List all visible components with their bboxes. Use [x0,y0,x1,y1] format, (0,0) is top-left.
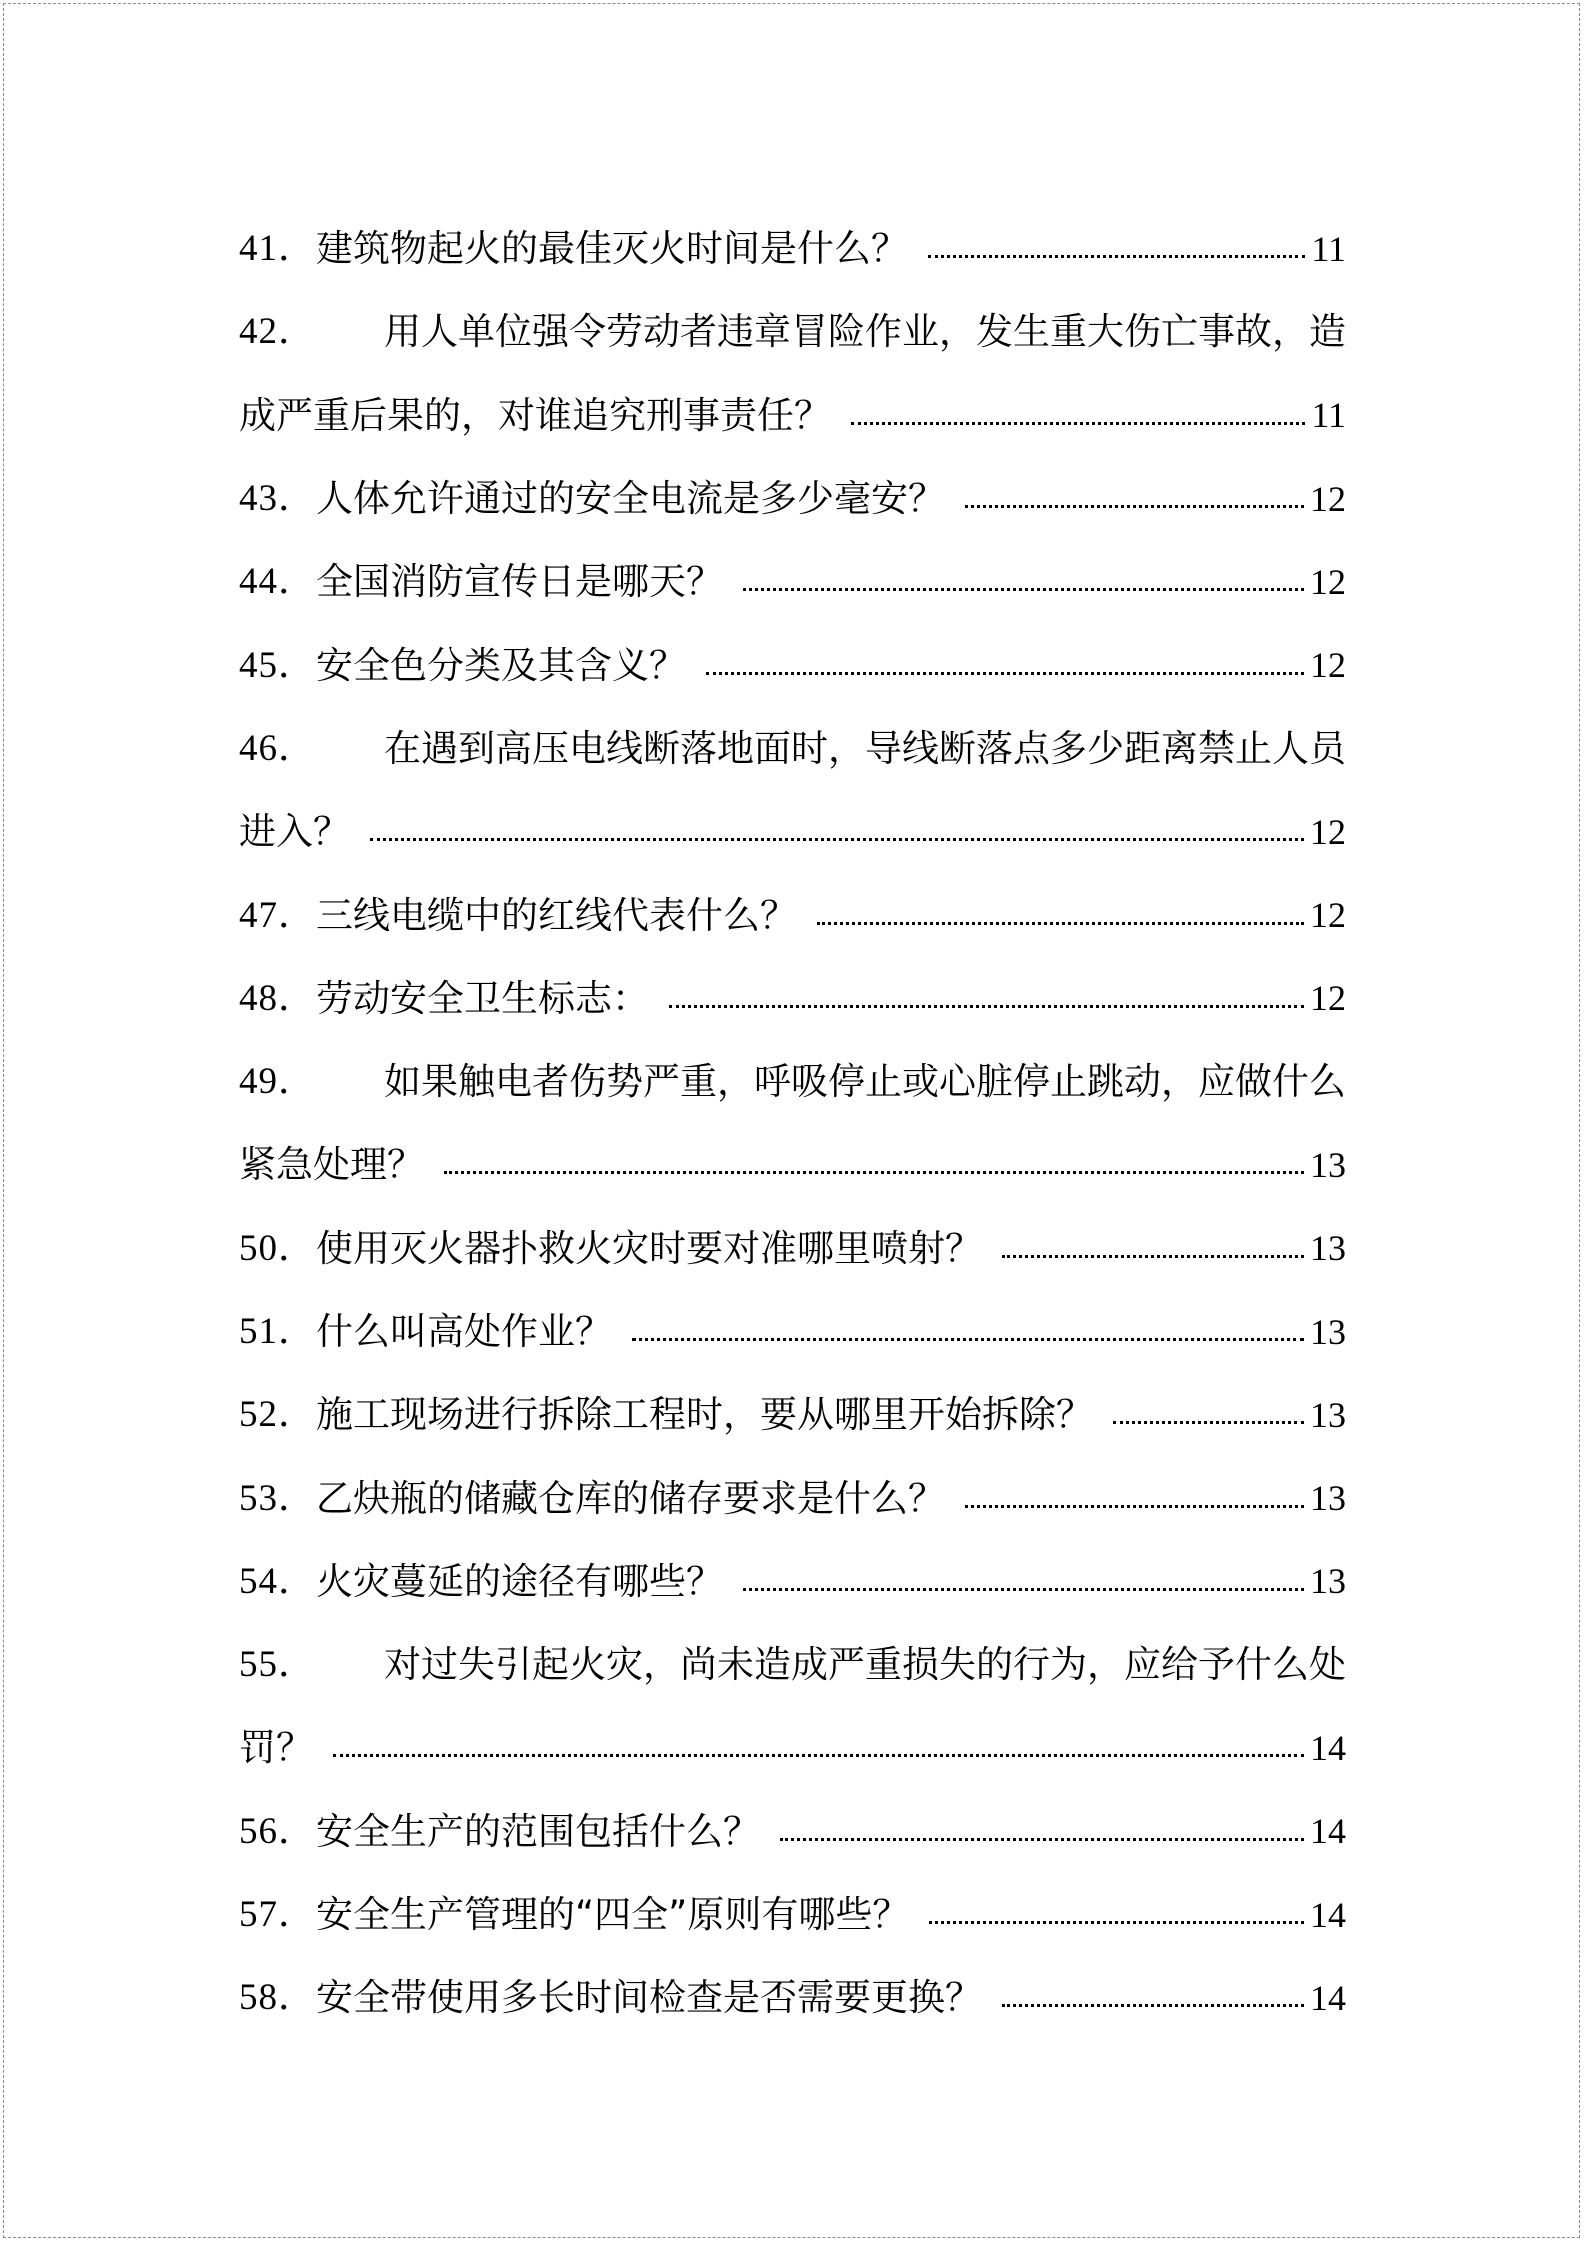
toc-entry-number: 52． [239,1394,316,1436]
dot-leader [817,922,1304,925]
toc-entry[interactable] [239,540,1346,623]
toc-entry-title: 什么叫高处作业？ [316,1310,612,1353]
toc-entry[interactable] [239,623,1346,706]
toc-entry[interactable] [239,1956,1346,2039]
toc-entry-number: 54． [239,1560,316,1602]
toc-entry[interactable] [239,1540,1346,1623]
toc-entry-page: 11 [1311,395,1346,436]
toc-entry-number: 41． [239,228,316,270]
toc-entry-number: 53． [239,1477,316,1519]
toc-entry-title: 安全色分类及其含义？ [316,643,686,687]
toc-entry-continuation[interactable] [239,1706,1346,1789]
dot-leader [1002,1255,1304,1258]
toc-entry[interactable] [239,1040,1346,1123]
dot-leader [743,588,1304,591]
toc-entry-title: 劳动安全卫生标志： [316,976,649,1020]
toc-entry-title: 火灾蔓延的途径有哪些？ [316,1559,723,1603]
toc-entry-title: 在遇到高压电线断落地面时，导线断落点多少距离禁止人员 [384,726,1346,770]
toc-entry-title: 乙炔瓶的储藏仓库的储存要求是什么？ [316,1476,945,1520]
toc-entry[interactable] [239,1373,1346,1456]
toc-entry-number: 48． [239,977,316,1019]
toc-entry-number: 42． [239,311,316,353]
table-of-contents [239,207,1346,2040]
toc-entry-page: 14 [1310,1727,1346,1768]
toc-entry-continuation[interactable] [239,790,1346,873]
toc-entry-page: 13 [1310,1561,1346,1602]
dot-leader [706,672,1304,675]
toc-entry-number: 55． [239,1644,316,1686]
toc-entry-continuation[interactable] [239,374,1346,457]
toc-entry[interactable] [239,457,1346,540]
toc-entry-page: 13 [1310,1394,1346,1435]
dot-leader [965,505,1304,508]
toc-entry-page: 13 [1310,1478,1346,1519]
dot-leader [928,255,1305,258]
toc-entry-title: 如果触电者伤势严重，呼吸停止或心脏停止跳动，应做什么 [384,1060,1346,1104]
toc-entry-page: 12 [1310,895,1346,936]
toc-entry-page: 11 [1311,228,1346,269]
toc-entry-title-cont: 进入？ [239,810,350,854]
toc-entry-page: 12 [1310,978,1346,1019]
dot-leader [632,1338,1304,1341]
toc-entry-title-cont: 罚？ [239,1726,313,1770]
toc-entry-page: 13 [1310,1144,1346,1185]
toc-entry-title: 用人单位强令劳动者违章冒险作业，发生重大伤亡事故，造 [384,310,1346,354]
toc-entry-number: 58． [239,1977,316,2019]
toc-entry-title: 安全带使用多长时间检查是否需要更换？ [316,1976,982,2020]
toc-entry-number: 50． [239,1227,316,1269]
toc-entry[interactable] [239,957,1346,1040]
toc-entry[interactable] [239,1290,1346,1373]
toc-entry-page: 14 [1310,1977,1346,2018]
toc-entry-title: 三线电缆中的红线代表什么？ [316,893,797,937]
toc-entry[interactable] [239,1873,1346,1956]
toc-entry[interactable] [239,707,1346,790]
dot-leader [370,838,1304,841]
toc-entry-page: 13 [1310,1228,1346,1269]
toc-entry-number: 45． [239,644,316,686]
dot-leader [669,1005,1304,1008]
dot-leader [444,1171,1304,1174]
toc-entry[interactable] [239,290,1346,373]
toc-entry-page: 12 [1310,811,1346,852]
toc-entry-title: 全国消防宣传日是哪天？ [316,560,723,604]
toc-entry-page: 14 [1310,1894,1346,1935]
dot-leader [929,1921,1304,1924]
toc-entry-number: 44． [239,561,316,603]
toc-entry-number: 56． [239,1810,316,1852]
toc-entry-number: 46． [239,727,316,769]
toc-entry-number: 43． [239,478,316,520]
dot-leader [1002,2004,1304,2007]
toc-entry-page: 14 [1310,1811,1346,1852]
toc-entry-page: 12 [1310,645,1346,686]
toc-entry[interactable] [239,1456,1346,1539]
toc-entry-number: 49． [239,1061,316,1103]
toc-entry-number: 51． [239,1311,316,1352]
toc-entry-title: 使用灭火器扑救火灾时要对准哪里喷射？ [316,1226,982,1270]
dot-leader [851,422,1305,425]
toc-entry-page: 13 [1310,1311,1346,1352]
dot-leader [333,1754,1304,1757]
toc-entry-title-cont: 紧急处理？ [239,1143,424,1187]
toc-entry-number: 47． [239,894,316,936]
toc-entry[interactable] [239,1207,1346,1290]
toc-entry[interactable] [239,1623,1346,1706]
toc-entry-number: 57． [239,1894,316,1936]
toc-entry-title: 安全生产管理的“四全”原则有哪些？ [316,1893,910,1937]
toc-entry-title: 安全生产的范围包括什么？ [316,1809,760,1853]
toc-entry-title: 建筑物起火的最佳灭火时间是什么？ [316,227,908,271]
toc-entry-page: 12 [1310,478,1346,519]
toc-entry[interactable] [239,873,1346,956]
toc-entry-continuation[interactable] [239,1123,1346,1206]
toc-entry[interactable] [239,207,1346,290]
dot-leader [780,1838,1304,1841]
toc-entry-title: 人体允许通过的安全电流是多少毫安？ [316,477,945,521]
toc-entry[interactable] [239,1790,1346,1873]
toc-entry-title-cont: 成严重后果的，对谁追究刑事责任？ [239,393,831,437]
toc-entry-title: 施工现场进行拆除工程时，要从哪里开始拆除？ [316,1393,1093,1437]
dot-leader [743,1588,1304,1591]
toc-entry-page: 12 [1310,561,1346,602]
toc-entry-title: 对过失引起火灾，尚未造成严重损失的行为，应给予什么处 [384,1643,1346,1687]
dot-leader [965,1505,1304,1508]
dot-leader [1113,1421,1304,1424]
